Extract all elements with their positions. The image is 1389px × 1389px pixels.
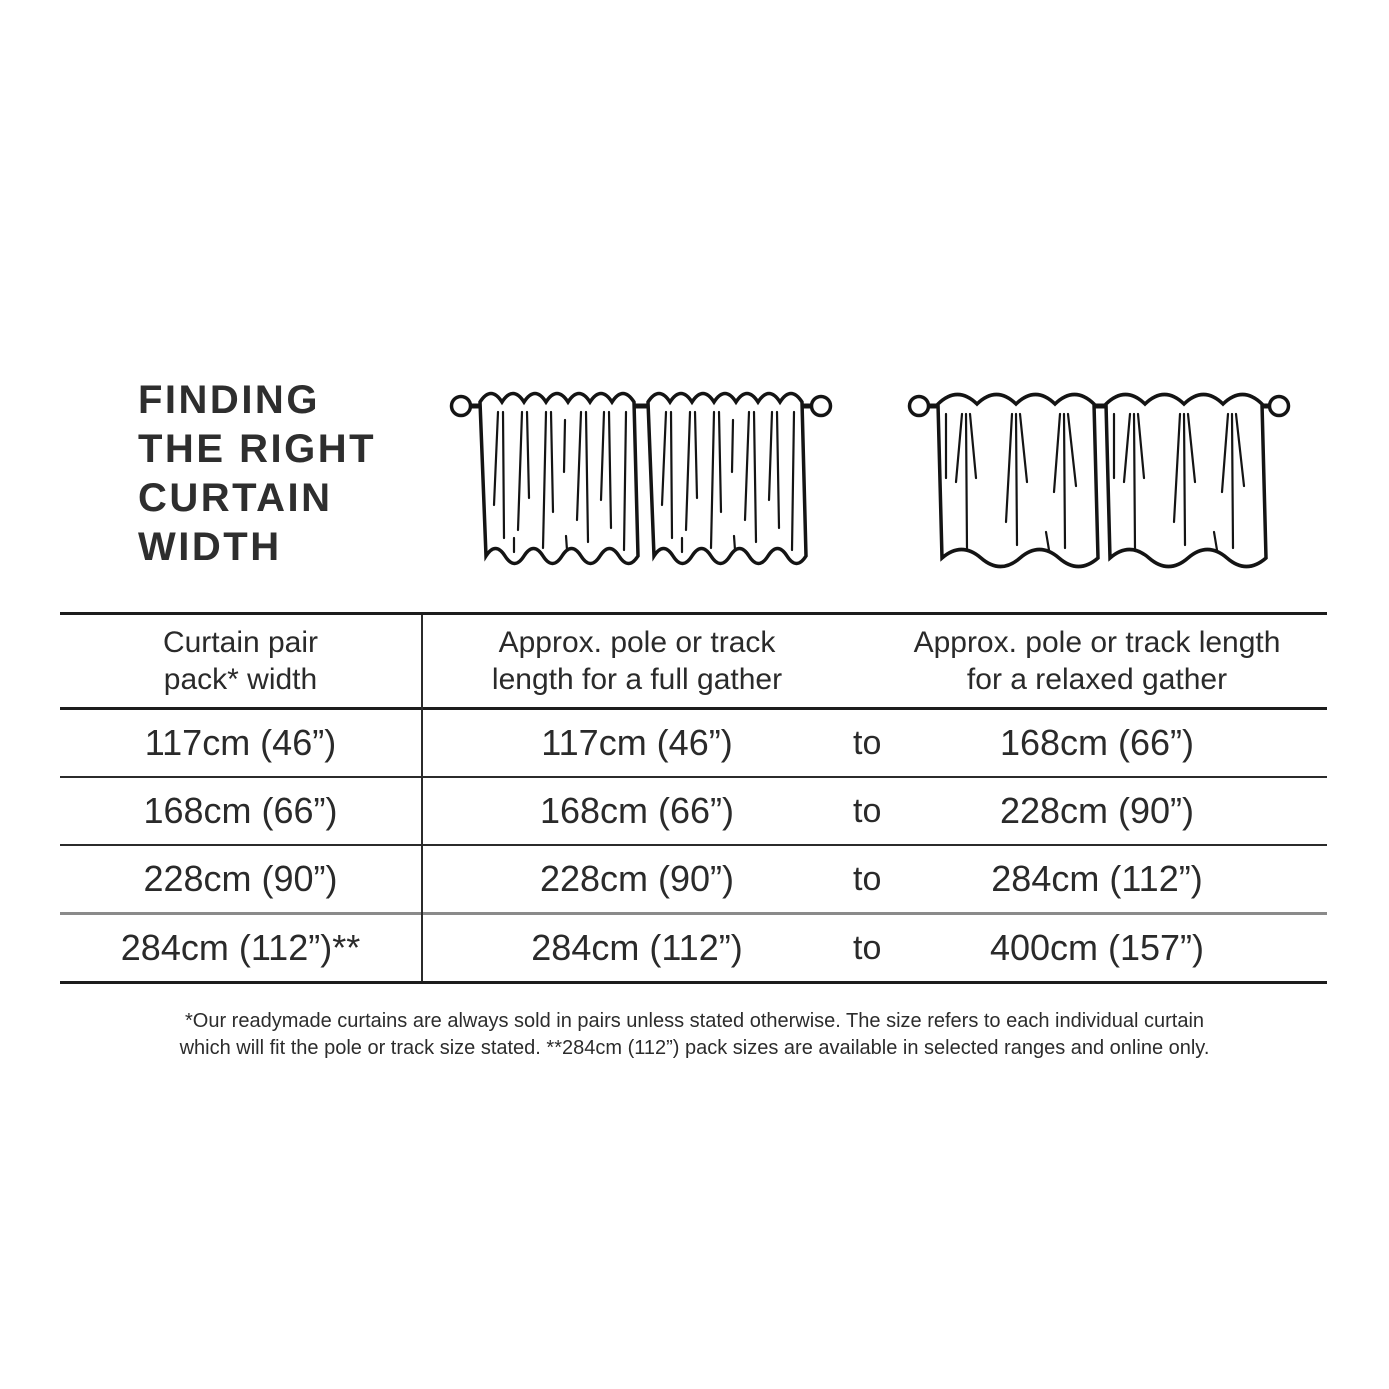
cell-relaxed-gather: 284cm (112”) [991,858,1203,899]
cell-full-gather: 284cm (112”) [531,927,743,968]
curtain-panel-full-gather [480,394,638,564]
pole-finial-left-icon [452,397,471,416]
pole-finial-left-icon [910,397,929,416]
pole-finial-right-icon [812,397,831,416]
cell-full-gather: 228cm (90”) [539,858,735,899]
header-line: pack* width [163,663,318,696]
cell-relaxed-gather: 400cm (157”) [989,927,1205,968]
cell-pack-width: 284cm (112”)** [120,927,361,968]
curtain-pair-relaxed-gather-illustration [906,378,1292,578]
table-row [60,778,1327,846]
curtain-pair-full-gather-illustration [448,378,834,578]
header-line: length for a full gather [491,663,783,696]
table-row [60,710,1327,778]
curtain-size-table [60,612,1327,984]
pole-finial-right-icon [1270,397,1289,416]
footnote-line-2: which will fit the pole or track size stated. **284cm (112”) pack sizes are available in selected ranges and online only. [179,1037,1210,1059]
cell-relaxed-gather: 228cm (90”) [999,790,1195,831]
page-title-line-3: CURTAIN [138,476,333,520]
cell-relaxed-gather: 168cm (66”) [999,722,1195,763]
cell-full-gather: 117cm (46”) [541,722,733,763]
page-title-line-2: THE RIGHT [138,427,377,471]
cell-connector: to [853,791,882,830]
cell-connector: to [853,928,882,967]
cell-pack-width: 228cm (90”) [143,858,338,899]
column-header-relaxed-gather [867,624,1327,698]
cell-pack-width: 168cm (66”) [143,790,338,831]
cell-connector: to [853,723,882,762]
table-column-divider [421,615,423,981]
curtain-panel-relaxed-gather [938,395,1098,567]
cell-pack-width: 117cm (46”) [144,722,337,763]
column-header-pack-width [60,624,421,698]
cell-full-gather: 168cm (66”) [539,790,735,831]
table-header-row [60,615,1327,710]
page-title-line-4: WIDTH [138,525,282,569]
header-line: for a relaxed gather [966,663,1228,696]
column-header-full-gather [421,624,853,698]
header-line: Approx. pole or track length [913,626,1281,659]
cell-connector: to [853,859,882,898]
header-line: Curtain pair [162,626,319,659]
header-line: Approx. pole or track [498,626,776,659]
table-row [60,915,1327,981]
footnote [0,1008,1389,1062]
page-title-line-1: FINDING [138,378,320,422]
footnote-line-1: *Our readymade curtains are always sold in pairs unless stated otherwise. The size refers to each individual curtain [184,1010,1205,1032]
table-row [60,846,1327,915]
page-title [138,376,376,572]
